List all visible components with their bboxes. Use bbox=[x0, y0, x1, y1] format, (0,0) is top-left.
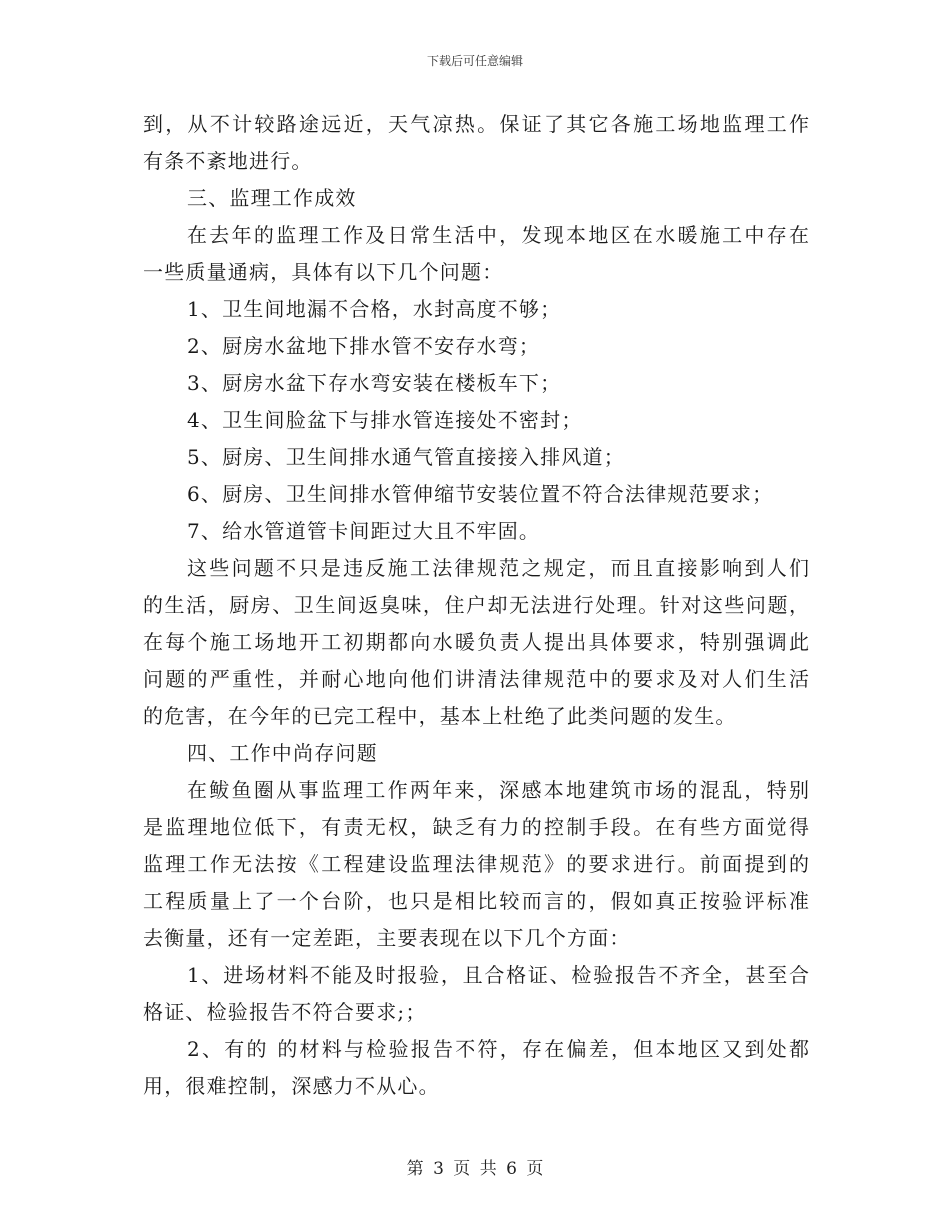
paragraph-line: 在去年的监理工作及日常生活中，发现本地区在水暖施工中存在 bbox=[187, 223, 809, 247]
paragraph-line: 在每个施工场地开工初期都向水暖负责人提出具体要求，特别强调此 bbox=[143, 630, 809, 654]
paragraph-line: 监理工作无法按《工程建设监理法律规范》的要求进行。前面提到的 bbox=[143, 852, 809, 876]
paragraph-line: 去衡量，还有一定差距，主要表现在以下几个方面： bbox=[143, 926, 631, 950]
document-body bbox=[143, 106, 809, 1105]
list-item: 2、厨房水盆地下排水管不安存水弯； bbox=[187, 334, 541, 358]
list-item: 1、进场材料不能及时报验，且合格证、检验报告不齐全，甚至合 bbox=[187, 963, 809, 987]
list-item: 6、厨房、卫生间排水管伸缩节安装位置不符合法律规范要求； bbox=[187, 482, 774, 506]
list-item: 3、厨房水盆下存水弯安装在楼板车下； bbox=[187, 371, 562, 395]
list-item-continuation: 用，很难控制，深感力不从心。 bbox=[143, 1074, 440, 1098]
list-item: 2、有的 的材料与检验报告不符，存在偏差，但本地区又到处都 bbox=[187, 1037, 809, 1061]
page-footer: 第 3 页 共 6 页 bbox=[406, 1159, 544, 1179]
paragraph-line: 是监理地位低下，有责无权，缺乏有力的控制手段。在有些方面觉得 bbox=[143, 815, 809, 839]
paragraph-line: 的生活，厨房、卫生间返臭味，住户却无法进行处理。针对这些问题， bbox=[143, 593, 809, 617]
paragraph-line: 的危害，在今年的已完工程中，基本上杜绝了此类问题的发生。 bbox=[143, 704, 737, 728]
paragraph-line: 工程质量上了一个台阶，也只是相比较而言的，假如真正按验评标准 bbox=[143, 889, 809, 913]
section-heading: 三、监理工作成效 bbox=[187, 186, 357, 210]
paragraph-line: 到，从不计较路途远近，天气凉热。保证了其它各施工场地监理工作 bbox=[143, 112, 809, 136]
paragraph-line: 有条不紊地进行。 bbox=[143, 149, 313, 173]
page-header: 下载后可任意编辑 bbox=[426, 54, 523, 68]
list-item: 1、卫生间地漏不合格，水封高度不够； bbox=[187, 297, 562, 321]
paragraph-line: 在鲅鱼圈从事监理工作两年来，深感本地建筑市场的混乱，特别 bbox=[187, 778, 809, 802]
list-item: 7、给水管道管卡间距过大且不牢固。 bbox=[187, 519, 541, 543]
section-heading: 四、工作中尚存问题 bbox=[187, 741, 378, 765]
paragraph-line: 问题的严重性，并耐心地向他们讲清法律规范中的要求及对人们生活 bbox=[143, 667, 809, 691]
paragraph-line: 一些质量通病，具体有以下几个问题： bbox=[143, 260, 504, 284]
paragraph-line: 这些问题不只是违反施工法律规范之规定，而且直接影响到人们 bbox=[187, 556, 809, 580]
list-item-continuation: 格证、检验报告不符合要求;； bbox=[143, 1000, 427, 1024]
list-item: 4、卫生间脸盆下与排水管连接处不密封； bbox=[187, 408, 583, 432]
list-item: 5、厨房、卫生间排水通气管直接接入排风道； bbox=[187, 445, 625, 469]
